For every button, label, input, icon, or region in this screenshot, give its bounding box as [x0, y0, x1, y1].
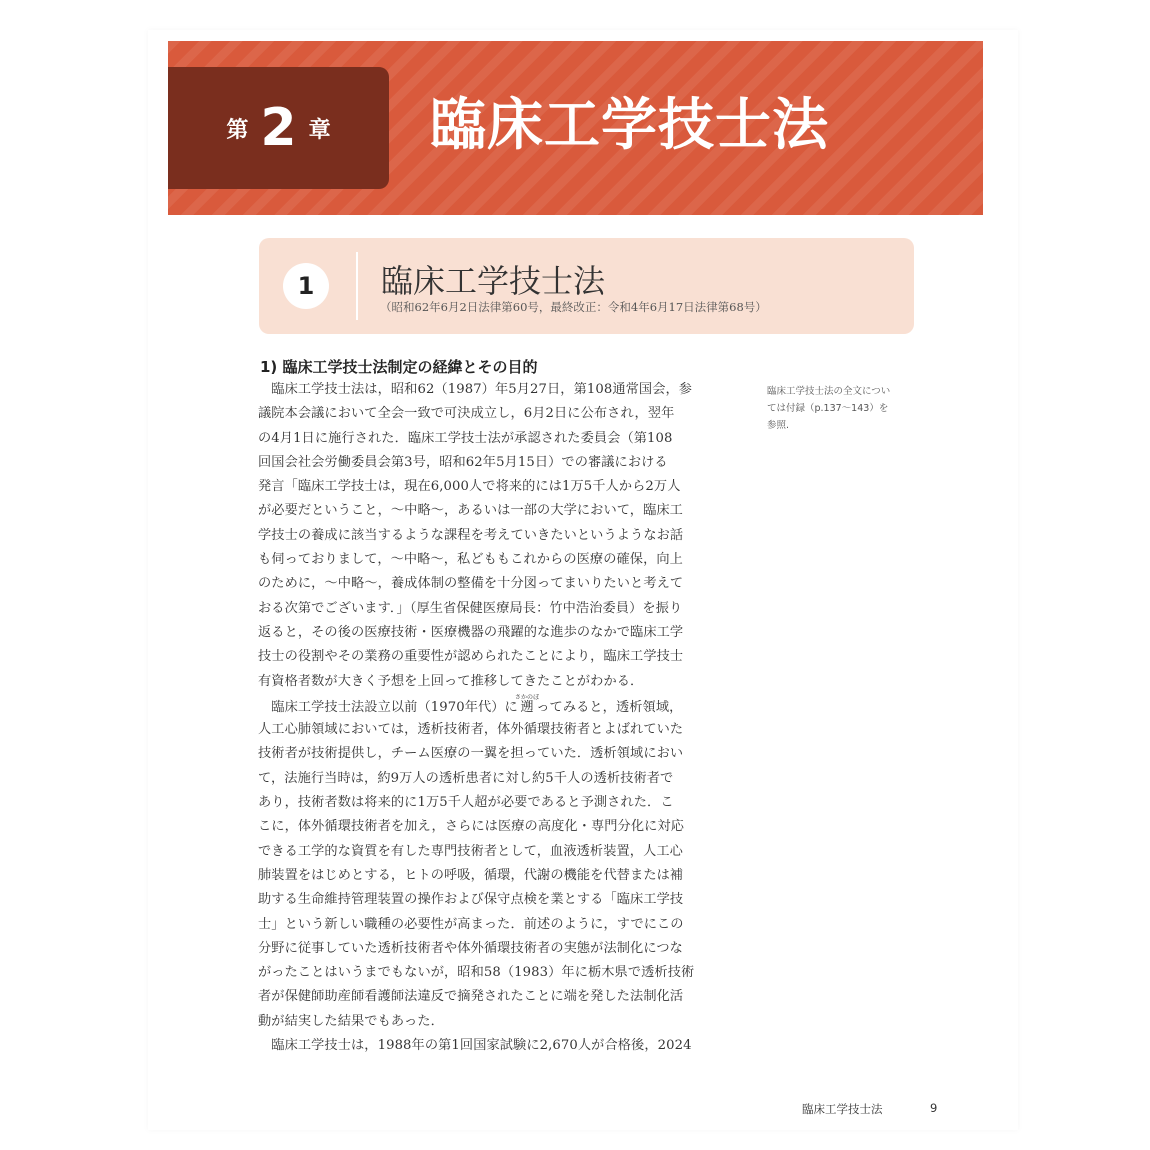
- chapter-prefix: 第: [226, 117, 249, 143]
- section-title: 臨床工学技士法: [381, 262, 606, 300]
- body-line: 分野に従事していた透析技術者や体外循環技術者の実態が法制化につな: [258, 940, 683, 956]
- body-line: 助する生命維持管理装置の操作および保守点検を業とする「臨床工学技: [258, 892, 684, 908]
- body-line: こに，体外循環技術者を加え，さらには医療の高度化・専門分化に対応: [258, 819, 684, 835]
- margin-note-line: 参照.: [767, 420, 790, 431]
- body-line: できる工学的な資質を有した専門技術者として，血液透析装置，人工心: [258, 843, 683, 859]
- chapter-number: 2: [260, 98, 297, 158]
- body-line: がったことはいうまでもないが，昭和58（1983）年に栃木県で透析技術: [258, 965, 695, 981]
- body-text: [258, 378, 718, 1058]
- chapter-banner: [168, 41, 983, 215]
- section-subtitle: （昭和62年6月2日法律第60号，最終改正：令和4年6月17日法律第68号）: [380, 300, 767, 314]
- section-number-badge: 1: [283, 263, 329, 309]
- body-line: 発言「臨床工学技士は，現在6,000人で将来的には1万5千人から2万人: [258, 479, 681, 495]
- section-heading-box: [259, 238, 914, 334]
- chapter-suffix: 章: [308, 117, 331, 143]
- body-line: 臨床工学技士法は，昭和62（1987）年5月27日，第108通常国会，参: [258, 382, 693, 397]
- chapter-number-tab: [168, 67, 389, 189]
- margin-note-line: 臨床工学技士法の全文につい: [767, 386, 891, 397]
- body-line: も伺っておりまして，～中略～，私どももこれからの医療の確保，向上: [258, 552, 683, 568]
- body-line: 技士の役割やその業務の重要性が認められたことにより，臨床工学技士: [258, 649, 684, 665]
- body-line: 臨床工学技士は，1988年の第1回国家試験に2,670人が合格後，2024: [258, 1038, 692, 1054]
- body-line: 肺装置をはじめとする，ヒトの呼吸，循環，代謝の機能を代替または補: [258, 867, 684, 883]
- body-line: が必要だということ，～中略～，あるいは一部の大学において，臨床工: [258, 503, 683, 519]
- body-line: の4月1日に施行された．臨床工学技士法が承認された委員会（第108: [258, 430, 673, 446]
- body-line: 技術者が技術提供し，チーム医療の一翼を担っていた．透析領域におい: [258, 746, 684, 762]
- body-line: 士」という新しい職種の必要性が高まった．前述のように，すでにこの: [258, 916, 684, 932]
- body-line: 者が保健師助産師看護師法違反で摘発されたことに端を発した法制化活: [258, 989, 684, 1005]
- body-line: 議院本会議において全会一致で可決成立し，6月2日に公布され，翌年: [258, 406, 675, 422]
- page-number: 9: [930, 1101, 938, 1115]
- body-line: 人工心肺領域においては，透析技術者，体外循環技術者とよばれていた: [258, 722, 684, 738]
- ruby-reading: さかのぼ: [514, 693, 540, 701]
- body-line: 動が結実した結果でもあった．: [258, 1013, 444, 1029]
- body-line: 返ると，その後の医療技術・医療機器の飛躍的な進歩のなかで臨床工学: [258, 624, 684, 640]
- section-divider: [356, 252, 358, 320]
- body-line: 学技士の養成に該当するような課程を考えていきたいというようなお話: [258, 527, 684, 543]
- body-line: て，法施行当時は，約9万人の透析患者に対し約5千人の透析技術者で: [258, 770, 674, 786]
- margin-note-line: ては付録（p.137～143）を: [767, 403, 889, 414]
- body-line: おる次第でございます．」（厚生省保健医療局長：竹中浩治委員）を振り: [258, 600, 683, 616]
- ruby-word: 遡さかのぼ: [514, 693, 540, 715]
- body-line: 有資格者数が大きく予想を上回って推移してきたことがわかる．: [258, 673, 644, 689]
- footer-running-title: 臨床工学技士法: [802, 1102, 883, 1116]
- subsection-heading: 1) 臨床工学技士法制定の経緯とその目的: [260, 358, 538, 376]
- body-line: あり，技術者数は将来的に1万5千人超が必要であると予測された．こ: [258, 795, 674, 811]
- margin-note: [767, 383, 917, 434]
- ruby-line-text: 臨床工学技士法設立以前（1970年代）に遡さかのぼってみると，透析領域，: [258, 693, 683, 715]
- body-line: のために，～中略～，養成体制の整備を十分図ってまいりたいと考えて: [258, 576, 684, 592]
- body-line: 回国会社会労働委員会第3号，昭和62年5月15日）での審議における: [258, 454, 668, 470]
- chapter-title: 臨床工学技士法: [430, 93, 829, 158]
- body-line-with-ruby: [258, 694, 718, 718]
